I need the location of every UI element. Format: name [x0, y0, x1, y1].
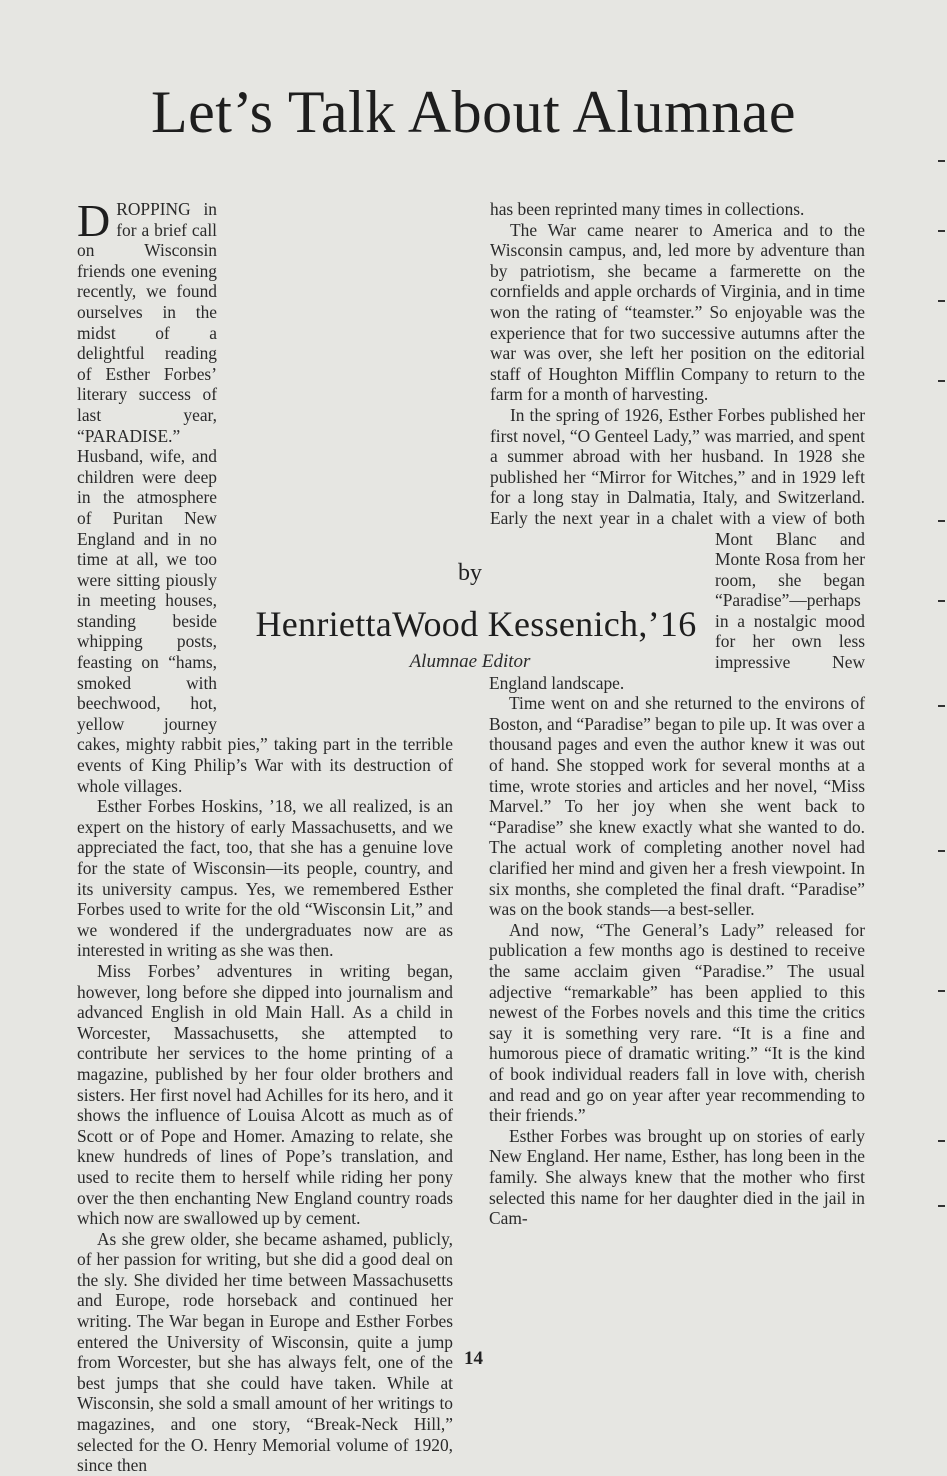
paragraph: Time went on and she returned to the environs of Boston, and “Paradise” began to pile up. It was over a thousand pages and even the author knew it was out of hand. She stopped work for several months at a time, wrote stories and articles and her novel, “Miss Marvel.” To her joy when she went back to “Paradise” she knew exactly what she wanted to do. The actual work of completing another novel had clarified her mind and given her a fresh viewpoint. In six months, she completed the final draft. “Paradise” was on the book stands—a best-seller. [489, 693, 865, 920]
byline-author: HenriettaWood Kessenich,’16 [255, 604, 697, 644]
scan-edge-mark [938, 1140, 945, 1142]
paragraph: Miss Forbes’ adventures in writing began, however, long before she dipped into journalism and advanced English in old Main Hall. As a child in Worcester, Massachusetts, she attempted to contribute her services to the home printing of a magazine, published by her four older brothers and sisters. Her first novel had Achilles for its hero, and it shows the influence of Louisa Alcott as much as of Scott or of Pope and Homer. Amazing to relate, she knew hundreds of lines of Pope’s translation, and used to recite them to herself while riding her pony over the then enchanting New England country roads which now are swallowed up by cement. [77, 960, 453, 1229]
scan-edge-mark [938, 850, 945, 852]
byline-role: Alumnae Editor [409, 651, 531, 672]
paragraph: The War came nearer to America and to the Wisconsin campus, and, led more by adventure than by patriotism, she became a farmerette on the cornfields and apple orchards of Virginia, and in time won the rating of “teamster.” So enjoyable was the experience that for two successive autumns after the war was over, she left her position on the editorial staff of Houghton Mifflin Company to return to the farm for a month of harvesting. [490, 219, 865, 405]
paragraph: DROPPING in for a brief call on Wisconsin friends one evening recently, we found ourselves in the midst of a delightful reading of Esther Forbes’ literary success of last year, “PARADISE.” Husband, wife, and children were deep in the atmosphere of Puritan New England and in no time at all, we too were sitting piously in meeting houses, standing beside whipping posts, feasting on “hams, smoked with beechwood, hot, yellow journey cakes, mighty rabbit pies,” taking part in the terrible events of King Philip’s War with its destruction of whole villages. [77, 195, 453, 796]
scan-edge-mark [938, 300, 945, 302]
paragraph: has been reprinted many times in collections. [490, 199, 805, 219]
scan-edge-mark [938, 380, 945, 382]
scan-edge-mark [938, 600, 945, 602]
article-title: Let’s Talk About Alumnae [151, 79, 796, 145]
paragraph: And now, “The General’s Lady” released for publication a few months ago is destined to receive the same acclaim given “Paradise.” The usual adjective “remarkable” has been applied to this newest of the Forbes novels and this time the critics say it is something very rare. “It is a fine and humorous piece of dramatic writing.” “It is the kind of book individual readers fall in love with, cherish and read and go on year after year recommending to their friends.” [489, 919, 865, 1126]
byline-by: by [458, 560, 482, 586]
scan-edge-mark [938, 160, 945, 162]
drop-cap: D [77, 195, 111, 246]
scan-edge-mark [938, 990, 945, 992]
page-number: 14 [464, 1348, 483, 1369]
scan-edge-mark [938, 1205, 945, 1207]
scan-edge-mark [938, 520, 945, 522]
paragraph: Esther Forbes Hoskins, ’18, we all realized, is an expert on the history of early Massachusetts, and we appreciated the fact, too, that she has a genuine love for the state of Wisconsin—its people, country, and its university campus. Yes, we remembered Esther Forbes used to write for the old “Wisconsin Lit,” and we wondered if the undergraduates now are as interested in writing as she was then. [77, 796, 453, 961]
scan-edge-mark [938, 705, 945, 707]
scan-edge-mark [938, 230, 945, 232]
paragraph: As she grew older, she became ashamed, publicly, of her passion for writing, but she did a good deal on the sly. She divided her time between Massachusetts and Europe, rode horseback and continued her writing. The War began in Europe and Esther Forbes entered the University of Wisconsin, quite a jump from Worcester, but she has always felt, one of the best jumps that she could have taken. While at Wisconsin, she sold a small amount of her writings to magazines, and one story, “Break-Neck Hill,” selected for the O. Henry Memorial volume of 1920, since then [77, 1228, 453, 1476]
left-column [77, 195, 453, 1476]
right-column [489, 199, 865, 1229]
paragraph: In the spring of 1926, Esther Forbes published her first novel, “O Genteel Lady,” was married, and spent a summer abroad with her husband. In 1928 she published her “Mirror for Witches,” and in 1929 left for a long stay in Dalmatia, Italy, and Switzerland. Early the next year in a chalet with a view of both Mont Blanc and Monte Rosa from her room, she began “Paradise”—perhaps in a nostalgic mood for her own less impressive New England landscape. [489, 404, 865, 693]
paragraph: Esther Forbes was brought up on stories of early New England. Her name, Esther, has long been in the family. She always knew that the mother who first selected this name for her daughter died in the jail in Cam- [489, 1125, 865, 1229]
